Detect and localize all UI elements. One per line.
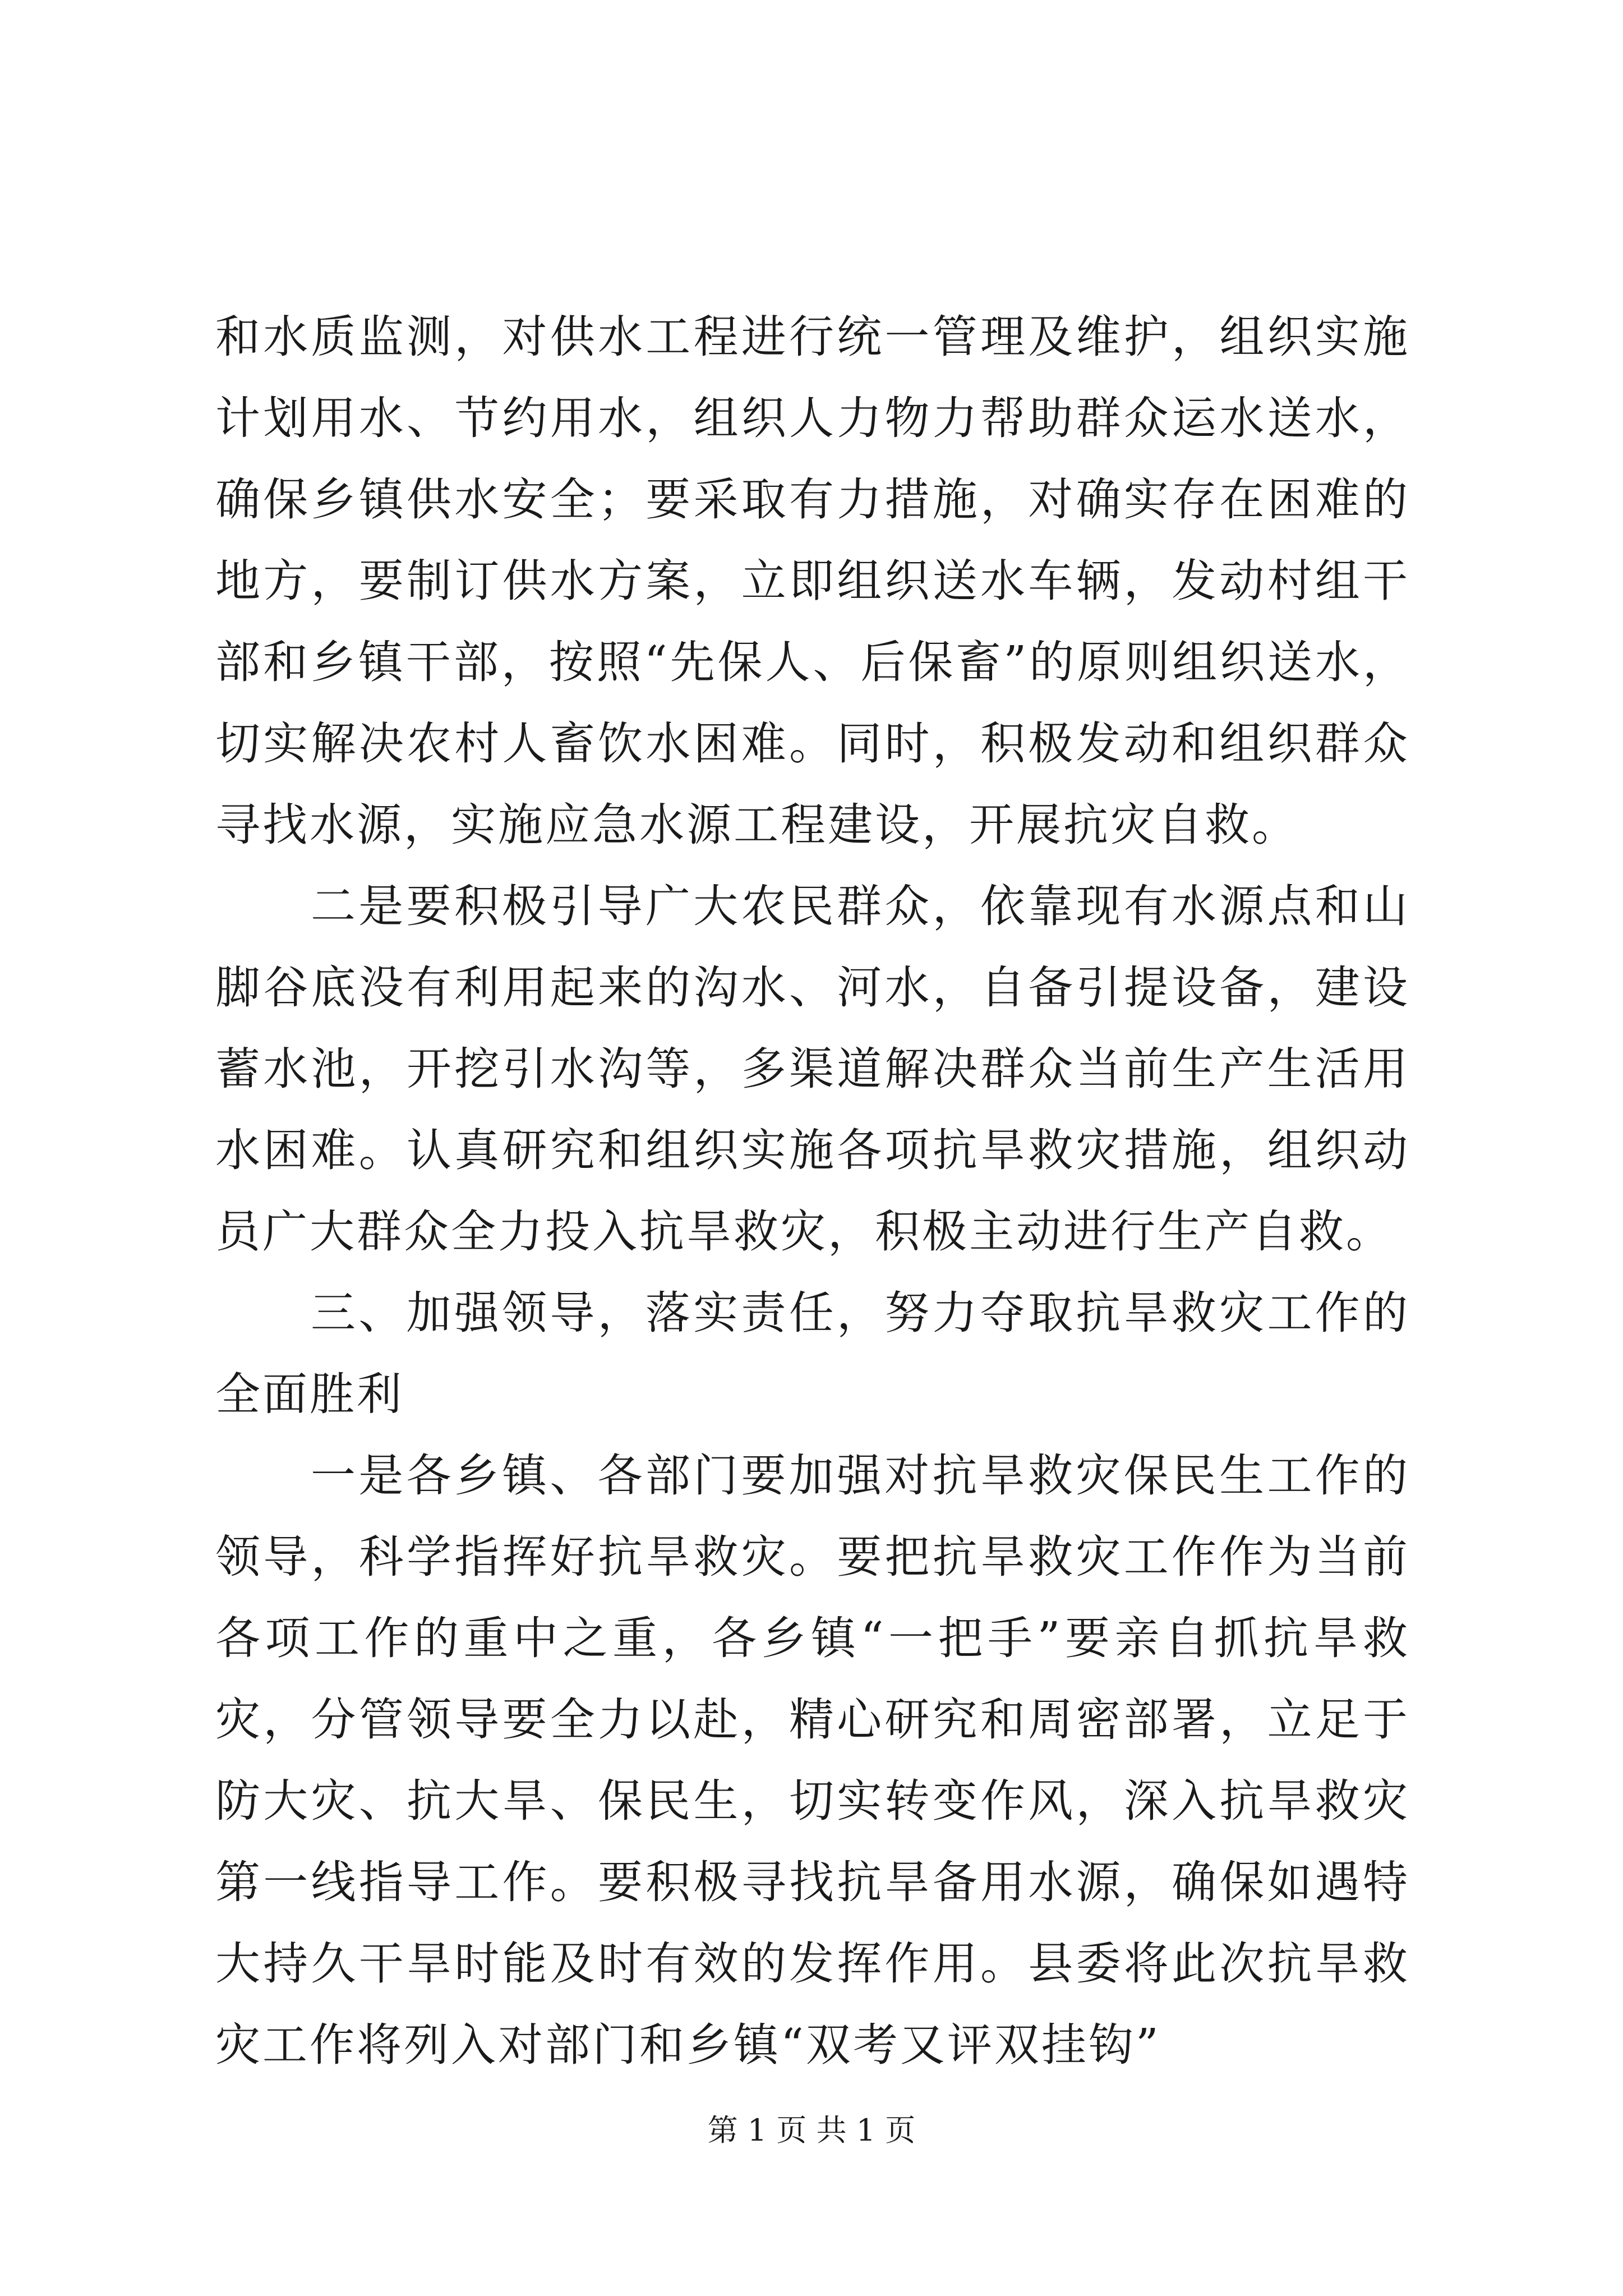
paragraph-continuation: 和水质监测，对供水工程进行统一管理及维护，组织实施计划用水、节约用水，组织人力物力帮助群众运水送水，确保乡镇供水安全；要采取有力措施，对确实存在困难的地方，要制订供水方案，立即组织送水车辆，发动村组干部和乡镇干部，按照“先保人、后保畜”的原则组织送水，切实解决农村人畜饮水困难。同时，积极发动和组织群众寻找水源，实施应急水源工程建设，开展抗灾自救。: [215, 311, 1410, 851]
section-heading-three: 三、加强领导，落实责任，努力夺取抗旱救灾工作的全面胜利: [215, 1287, 1410, 1420]
paragraph-item-one: 一是各乡镇、各部门要加强对抗旱救灾保民生工作的领导，科学指挥好抗旱救灾。要把抗旱救灾工作作为当前各项工作的重中之重，各乡镇“一把手”要亲自抓抗旱救灾，分管领导要全力以赴，精心研究和周密部署，立足于防大灾、抗大旱、保民生，切实转变作风，深入抗旱救灾第一线指导工作。要积极寻找抗旱备用水源，确保如遇特大持久干旱时能及时有效的发挥作用。县委将此次抗旱救灾工作将列入对部门和乡镇“双考又评双挂钩”: [215, 1450, 1410, 2071]
document-body: [215, 296, 1410, 2086]
paragraph-item-two: 二是要积极引导广大农民群众，依靠现有水源点和山脚谷底没有利用起来的沟水、河水，自备引提设备，建设蓄水池，开挖引水沟等，多渠道解决群众当前生产生活用水困难。认真研究和组织实施各项抗旱救灾措施，组织动员广大群众全力投入抗旱救灾，积极主动进行生产自救。: [215, 880, 1410, 1258]
page-footer: 第 1 页 共 1 页: [707, 2113, 916, 2148]
